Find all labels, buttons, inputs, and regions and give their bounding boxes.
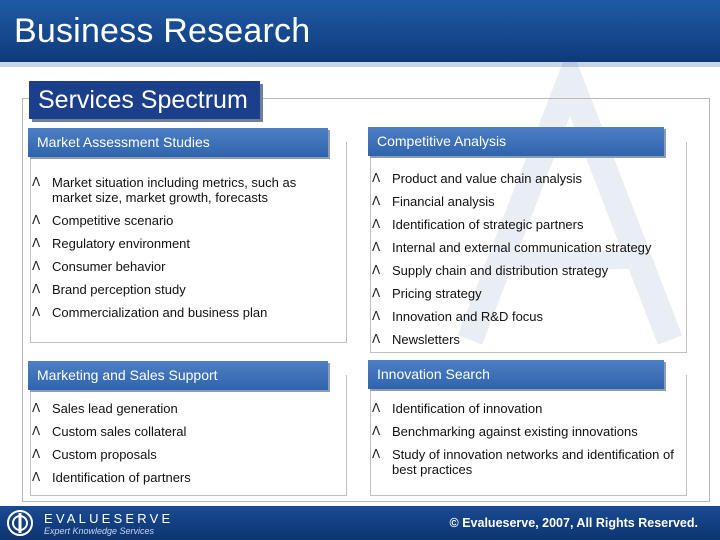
list-item: ᐱ Study of innovation networks and identification of best practices [372, 447, 674, 477]
innovation-search-list [372, 401, 682, 485]
bullet-mark-icon: ᐱ [372, 424, 381, 438]
list-item: ᐱ Regulatory environment [32, 236, 191, 251]
bullet-mark-icon: ᐱ [372, 240, 381, 254]
list-item: ᐱ Innovation and R&D focus [372, 309, 544, 324]
bullet-mark-icon: ᐱ [372, 332, 381, 346]
bullet-mark-icon: ᐱ [372, 401, 381, 415]
bullet-mark-icon: ᐱ [32, 401, 41, 415]
bullet-mark-icon: ᐱ [372, 263, 381, 277]
list-item: ᐱ Commercialization and business plan [32, 305, 268, 320]
list-item: ᐱ Consumer behavior [32, 259, 166, 274]
brand-tagline: Expert Knowledge Services [44, 526, 155, 536]
bullet-mark-icon: ᐱ [372, 447, 381, 461]
list-item: ᐱ Pricing strategy [372, 286, 482, 301]
bullet-mark-icon: ᐱ [372, 194, 381, 208]
bullet-mark-icon: ᐱ [372, 309, 381, 323]
bullet-mark-icon: ᐱ [32, 424, 41, 438]
competitive-analysis-list [372, 171, 692, 355]
bullet-mark-icon: ᐱ [32, 447, 41, 461]
footer-bar [0, 506, 720, 540]
brand-name: EVALUESERVE [44, 511, 174, 526]
marketing-sales-header: Marketing and Sales Support [28, 361, 328, 390]
list-item: ᐱ Sales lead generation [32, 401, 178, 416]
copyright-notice: © Evalueserve, 2007, All Rights Reserved. [449, 516, 698, 530]
list-item: ᐱ Benchmarking against existing innovations [372, 424, 638, 439]
list-item: ᐱ Custom proposals [32, 447, 157, 462]
list-item: ᐱ Internal and external communication strategy [372, 240, 652, 255]
bullet-mark-icon: ᐱ [32, 259, 41, 273]
slide-title: Business Research [14, 12, 311, 50]
bullet-mark-icon: ᐱ [32, 213, 41, 227]
list-item: ᐱ Market situation including metrics, such as market size, market growth, forecasts [32, 175, 297, 205]
bullet-mark-icon: ᐱ [32, 305, 41, 319]
list-item: ᐱ Identification of innovation [372, 401, 543, 416]
market-assessment-list [32, 175, 337, 328]
services-spectrum-label: Services Spectrum [29, 81, 260, 119]
evalueserve-logo-icon [6, 509, 34, 537]
bullet-mark-icon: ᐱ [32, 282, 41, 296]
bullet-mark-icon: ᐱ [32, 236, 41, 250]
list-item: ᐱ Competitive scenario [32, 213, 174, 228]
marketing-sales-list [32, 401, 337, 493]
list-item: ᐱ Financial analysis [372, 194, 495, 209]
innovation-search-header: Innovation Search [368, 360, 664, 389]
list-item: ᐱ Brand perception study [32, 282, 186, 297]
list-item: ᐱ Identification of partners [32, 470, 191, 485]
bullet-mark-icon: ᐱ [32, 470, 41, 484]
market-assessment-header: Market Assessment Studies [28, 128, 328, 157]
competitive-analysis-header: Competitive Analysis [368, 127, 664, 156]
list-item: ᐱ Custom sales collateral [32, 424, 187, 439]
list-item: ᐱ Product and value chain analysis [372, 171, 583, 186]
bullet-mark-icon: ᐱ [372, 217, 381, 231]
bullet-mark-icon: ᐱ [372, 286, 381, 300]
bullet-mark-icon: ᐱ [32, 175, 41, 189]
title-bar [0, 0, 720, 62]
list-item: ᐱ Identification of strategic partners [372, 217, 584, 232]
bullet-mark-icon: ᐱ [372, 171, 381, 185]
list-item: ᐱ Newsletters [372, 332, 460, 347]
list-item: ᐱ Supply chain and distribution strategy [372, 263, 609, 278]
